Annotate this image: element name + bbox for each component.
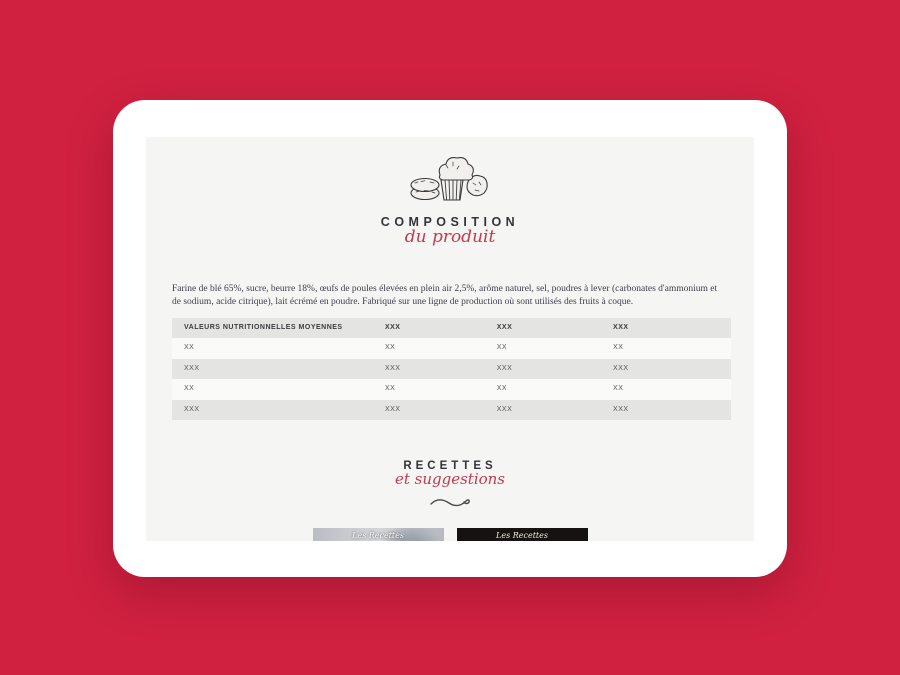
table-cell: XXX — [496, 405, 513, 413]
table-cell: XX — [384, 344, 396, 352]
nutrition-table-row — [172, 400, 731, 420]
table-cell: XX — [384, 385, 396, 393]
table-cell: XXX — [384, 364, 401, 372]
table-header-cell: XXX — [496, 324, 513, 331]
table-cell: XX — [184, 344, 195, 352]
table-header-cell: XXX — [384, 324, 401, 331]
recettes-subtitle: et suggestions — [394, 470, 506, 488]
recipe-card-light[interactable] — [313, 528, 444, 541]
nutrition-table-row — [172, 359, 731, 379]
table-cell: XX — [613, 385, 624, 393]
nutrition-table-row — [172, 379, 731, 399]
table-cell: XX — [613, 344, 624, 352]
table-header-cell: XXX — [613, 324, 629, 331]
recettes-title: RECETTES — [403, 460, 497, 472]
table-cell: XX — [496, 385, 508, 393]
composition-subtitle: du produit — [404, 227, 496, 247]
recipe-card-caption: Les Recettes — [352, 531, 404, 540]
ingredients-text: Farine de blé 65%, sucre, beurre 18%, œufs de poules élevées en plein air 2,5%, arôme naturel, sel, poudres à lever (carbonates d'ammonium et de sodium, acide citrique), lait écrémé en poudre. Fabriqué sur une ligne de production où sont utilisés des fruits à coque. — [172, 283, 718, 307]
table-cell: XX — [184, 385, 195, 393]
table-cell: XXX — [384, 405, 401, 413]
squiggle-divider — [146, 495, 754, 514]
nutrition-table-header-row — [172, 318, 731, 338]
squiggle-icon — [428, 495, 472, 509]
table-cell: XX — [496, 344, 508, 352]
composition-title: COMPOSITION — [380, 215, 520, 229]
webpage-screen — [146, 137, 754, 541]
table-cell: XXX — [184, 364, 200, 372]
table-cell: XXX — [613, 364, 629, 372]
nutrition-table — [172, 318, 731, 420]
nutrition-table-row — [172, 338, 731, 358]
table-cell: XXX — [613, 405, 629, 413]
muffin-cookies-icon — [404, 153, 496, 205]
recipe-card-dark[interactable] — [457, 528, 588, 541]
table-header-cell: VALEURS NUTRITIONNELLES MOYENNES — [184, 324, 343, 331]
muffin-illustration — [146, 153, 754, 210]
recipe-card-caption: Les Recettes — [496, 531, 548, 540]
recipe-cards-row — [146, 528, 754, 541]
table-cell: XXX — [496, 364, 513, 372]
table-cell: XXX — [184, 405, 200, 413]
tablet-mockup — [113, 100, 787, 577]
